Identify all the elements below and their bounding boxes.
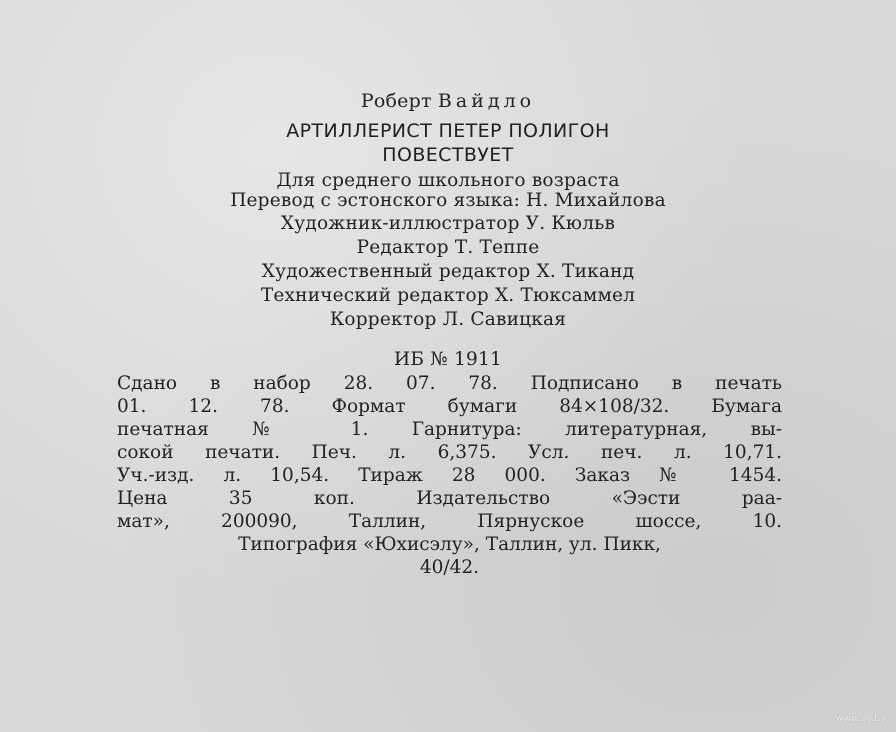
publication-line: Типография «Юхисэлу», Таллин, ул. Пикк, (238, 534, 661, 555)
author-last-name: Вайдло (437, 90, 536, 112)
publication-line: 01. 12. 78. Формат бумаги 84×108/32. Бумага (117, 396, 782, 417)
credit-proofreader: Корректор Л. Савицкая (329, 309, 567, 330)
watermark: www.ay.by (835, 714, 886, 724)
credit-translator: Перевод с эстонского языка: Н. Михайлова (230, 190, 666, 211)
credit-audience: Для среднего школьного возраста (276, 170, 620, 191)
credit-illustrator: Художник-иллюстратор У. Кюльв (280, 213, 616, 234)
publication-line: сокой печати. Печ. л. 6,375. Усл. печ. л. 10,71. (117, 442, 782, 463)
publication-line: Цена 35 коп. Издательство «Ээсти раа- (117, 488, 782, 509)
book-title-line-1: АРТИЛЛЕРИСТ ПЕТЕР ПОЛИГОН (286, 120, 610, 142)
publication-line: печатная № 1. Гарнитура: литературная, вы- (117, 419, 782, 440)
publication-line: мат», 200090, Таллин, Пярнуское шоссе, 10. (117, 511, 782, 532)
author-name (361, 90, 535, 112)
credit-editor: Редактор Т. Теппе (356, 237, 540, 258)
publication-line: Сдано в набор 28. 07. 78. Подписано в печать (117, 373, 782, 394)
book-title-line-2: ПОВЕСТВУЕТ (382, 144, 514, 166)
author-first-name: Роберт (360, 90, 432, 112)
publication-line-last: 40/42. (419, 557, 480, 578)
credit-art-editor: Художественный редактор Х. Тиканд (261, 261, 635, 282)
credit-technical-editor: Технический редактор Х. Тюксаммел (260, 285, 636, 306)
publication-details (117, 372, 782, 579)
ib-number: ИБ № 1911 (394, 349, 502, 370)
publication-line: Уч.-изд. л. 10,54. Тираж 28 000. Заказ № 1454. (117, 465, 782, 486)
